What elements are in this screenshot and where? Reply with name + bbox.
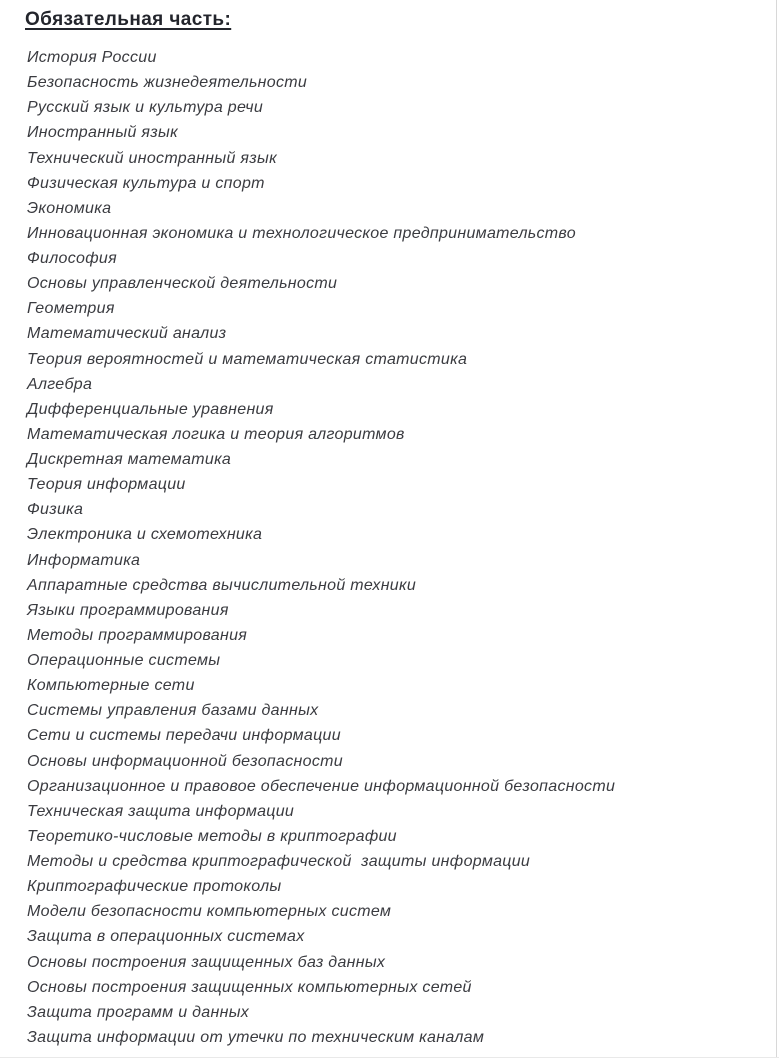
list-item: Теория информации <box>27 476 186 494</box>
list-item: Дифференциальные уравнения <box>27 400 274 418</box>
list-item: Физика <box>27 501 84 519</box>
page-title: Обязательная часть: <box>25 9 232 30</box>
list-item: Информатика <box>27 551 141 569</box>
list-item: Русский язык и культура речи <box>27 99 264 117</box>
list-item: Математический анализ <box>27 325 227 343</box>
list-item: Геометрия <box>27 300 115 318</box>
list-item: Иностранный язык <box>27 124 178 142</box>
list-item: Экономика <box>27 199 112 217</box>
list-item: Физическая культура и спорт <box>27 174 265 192</box>
list-item: Аппаратные средства вычислительной техники <box>27 576 417 594</box>
list-item: Методы и средства криптографической защиты информации <box>27 853 531 870</box>
course-list <box>27 45 749 1050</box>
list-item: Защита в операционных системах <box>27 928 305 946</box>
content-area <box>25 7 749 1050</box>
list-item: Организационное и правовое обеспечение информационной безопасности <box>27 777 616 795</box>
list-item: Основы информационной безопасности <box>27 752 343 770</box>
list-item: Техническая защита информации <box>27 802 295 820</box>
list-item: Основы построения защищенных компьютерных сетей <box>27 978 472 996</box>
list-item: Модели безопасности компьютерных систем <box>27 903 392 921</box>
list-item: Дискретная математика <box>27 451 232 468</box>
list-item: Системы управления базами данных <box>27 702 319 720</box>
list-item: Компьютерные сети <box>27 677 195 695</box>
list-item: Философия <box>27 250 117 267</box>
list-item: Теоретико-числовые методы в криптографии <box>27 827 397 845</box>
list-item: Математическая логика и теория алгоритмов <box>27 425 405 443</box>
list-item: Теория вероятностей и математическая статистика <box>27 350 468 368</box>
list-item: Защита программ и данных <box>27 1003 250 1021</box>
list-item: Операционные системы <box>27 652 221 669</box>
list-item: Методы программирования <box>27 626 248 644</box>
list-item: Инновационная экономика и технологическое предпринимательство <box>27 224 576 242</box>
list-item: Языки программирования <box>27 601 229 619</box>
list-item: Электроника и схемотехника <box>27 526 263 544</box>
list-item: Основы построения защищенных баз данных <box>27 953 386 971</box>
list-item: Криптографические протоколы <box>27 878 282 896</box>
list-item: Технический иностранный язык <box>27 149 277 167</box>
list-item: Защита информации от утечки по техническим каналам <box>27 1028 485 1046</box>
list-item: История России <box>27 49 157 66</box>
list-item: Сети и системы передачи информации <box>27 727 341 745</box>
list-item: Основы управленческой деятельности <box>27 275 338 293</box>
right-border-divider <box>776 0 777 1058</box>
list-item: Безопасность жизнедеятельности <box>27 74 308 92</box>
list-item: Алгебра <box>27 375 93 393</box>
